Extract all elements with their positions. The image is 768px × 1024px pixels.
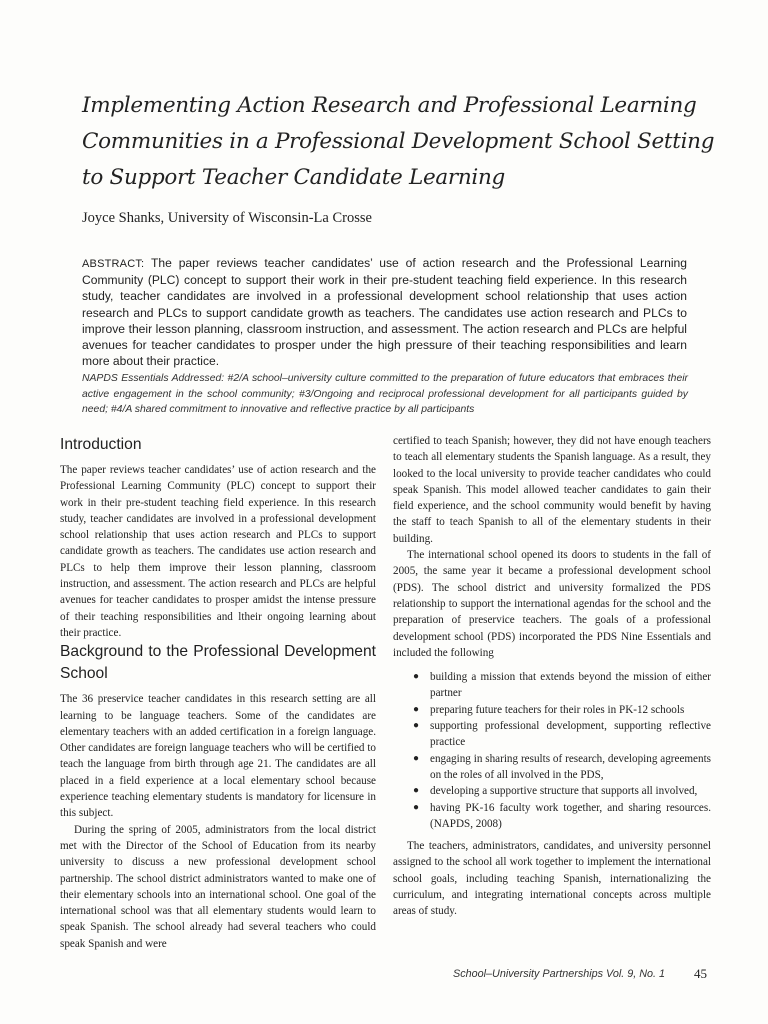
author-line: Joyce Shanks, University of Wisconsin-La Crosse: [82, 210, 372, 226]
bullet-icon: ●: [413, 703, 420, 715]
abstract-label: ABSTRACT:: [82, 258, 145, 270]
right-paragraph-2: The international school opened its doors to students in the fall of 2005, the same year it became a professional development school (PDS). The school district and university formalized the PDS relationship to support the international agendas for the school and the preparation of preservice teachers. The goals of a professional development school (PDS) incorporated the PDS Nine Essentials and included the following: [393, 549, 711, 659]
abstract-text: The paper reviews teacher candidates’ use of action research and the Professional Learning Community (PLC) concept to support their work in their pre-student teaching field experience. In this research study, teacher candidates are involved in a professional development school relationship that uses action research and PLCs to support candidate growth as teachers. The candidates use action research and PLCs to improve their lesson planning, classroom instruction, and assessment. The action research and PLCs are helpful avenues for teacher candidates to prosper under the high pressure of their teaching responsibilities and learn more about their practice.: [82, 256, 687, 369]
napds-essentials: NAPDS Essentials Addressed: #2/A school–university culture committed to the preparation of future educators that embraces their active engagement in the school community; #3/Ongoing and reciprocal professional development for all participants guided by need; #4/A shared commitment to innovative and reflective practice by all participants: [82, 373, 688, 416]
list-item: ● building a mission that extends beyond the mission of either partner: [413, 671, 711, 700]
journal-footer: School–University Partnerships Vol. 9, No. 1: [453, 968, 666, 980]
list-item: ● supporting professional development, supporting reflective practice: [413, 720, 711, 749]
right-paragraph-3: The teachers, administrators, candidates, and university personnel assigned to the school all work together to implement the international school goals, including teaching Spanish, internationalizing the curriculum, and integrating international concepts across multiple areas of study.: [393, 840, 711, 918]
bullet-icon: ●: [413, 785, 420, 797]
right-paragraph-1: certified to teach Spanish; however, they did not have enough teachers to teach all elementary students the Spanish language. As a result, they looked to the local university to provide teacher candidates who could speak Spanish. This model allowed teacher candidates to gain their field experience, and the school community would benefit by having the staff to teach Spanish to all of the elementary students in their building.: [393, 435, 711, 545]
list-item: ● having PK-16 faculty work together, and sharing resources. (NAPDS, 2008): [413, 801, 711, 830]
right-column: [393, 433, 711, 920]
background-paragraph-2: During the spring of 2005, administrators from the local district met with the Director of the School of Education from its nearby university to discuss a new professional development school partnership. The school district administrators wanted to make one of their elementary schools into an international school. One goal of the international school was that all elementary students would learn to speak Spanish. The school already had several teachers who could speak Spanish and were: [60, 823, 376, 950]
list-item: ● preparing future teachers for their roles in PK-12 schools: [413, 702, 711, 718]
pds-goals-list: [393, 669, 711, 832]
bullet-icon: ●: [413, 720, 420, 732]
abstract: [82, 255, 687, 369]
page-number: 45: [694, 966, 707, 981]
introduction-heading: Introduction: [60, 436, 142, 453]
bullet-icon: ●: [413, 671, 420, 683]
background-heading: Background to the Professional Development School: [60, 643, 376, 683]
list-item: ● engaging in sharing results of research, developing agreements on the roles of all involved in the PDS,: [413, 752, 711, 781]
paper-title: Implementing Action Research and Professional Learning Communities in a Professional Development School Setting to Support Teacher Candidate Learning: [82, 93, 715, 190]
bullet-icon: ●: [413, 801, 420, 813]
left-column: [60, 434, 376, 952]
background-paragraph-1: The 36 preservice teacher candidates in this research setting are all learning to be language teachers. Some of the candidates are elementary teachers with an added certification in a foreign language. Other candidates are foreign language teachers who will be certified to teach the language from birth through age 21. The candidates are all placed in a field experience at a local elementary school because experience teaching elementary students is mandatory for licensure in this subject.: [60, 693, 376, 820]
bullet-icon: ●: [413, 752, 420, 764]
introduction-paragraph: The paper reviews teacher candidates’ use of action research and the Professional Learning Community (PLC) concept to support their work in their pre-student teaching field experience. In this research study, teacher candidates are involved in a professional development school relationship that uses action research and PLCs to support candidate growth as teachers. The candidates use action research and PLCs to help them improve their lesson planning, classroom instruction, and assessment. The action research and PLCs are helpful avenues for teacher candidates to prosper amidst the intense pressure of their teaching responsibilities and ltheir ongoing learning about their practice.: [60, 464, 376, 639]
list-item: ● developing a supportive structure that supports all involved,: [413, 783, 711, 799]
